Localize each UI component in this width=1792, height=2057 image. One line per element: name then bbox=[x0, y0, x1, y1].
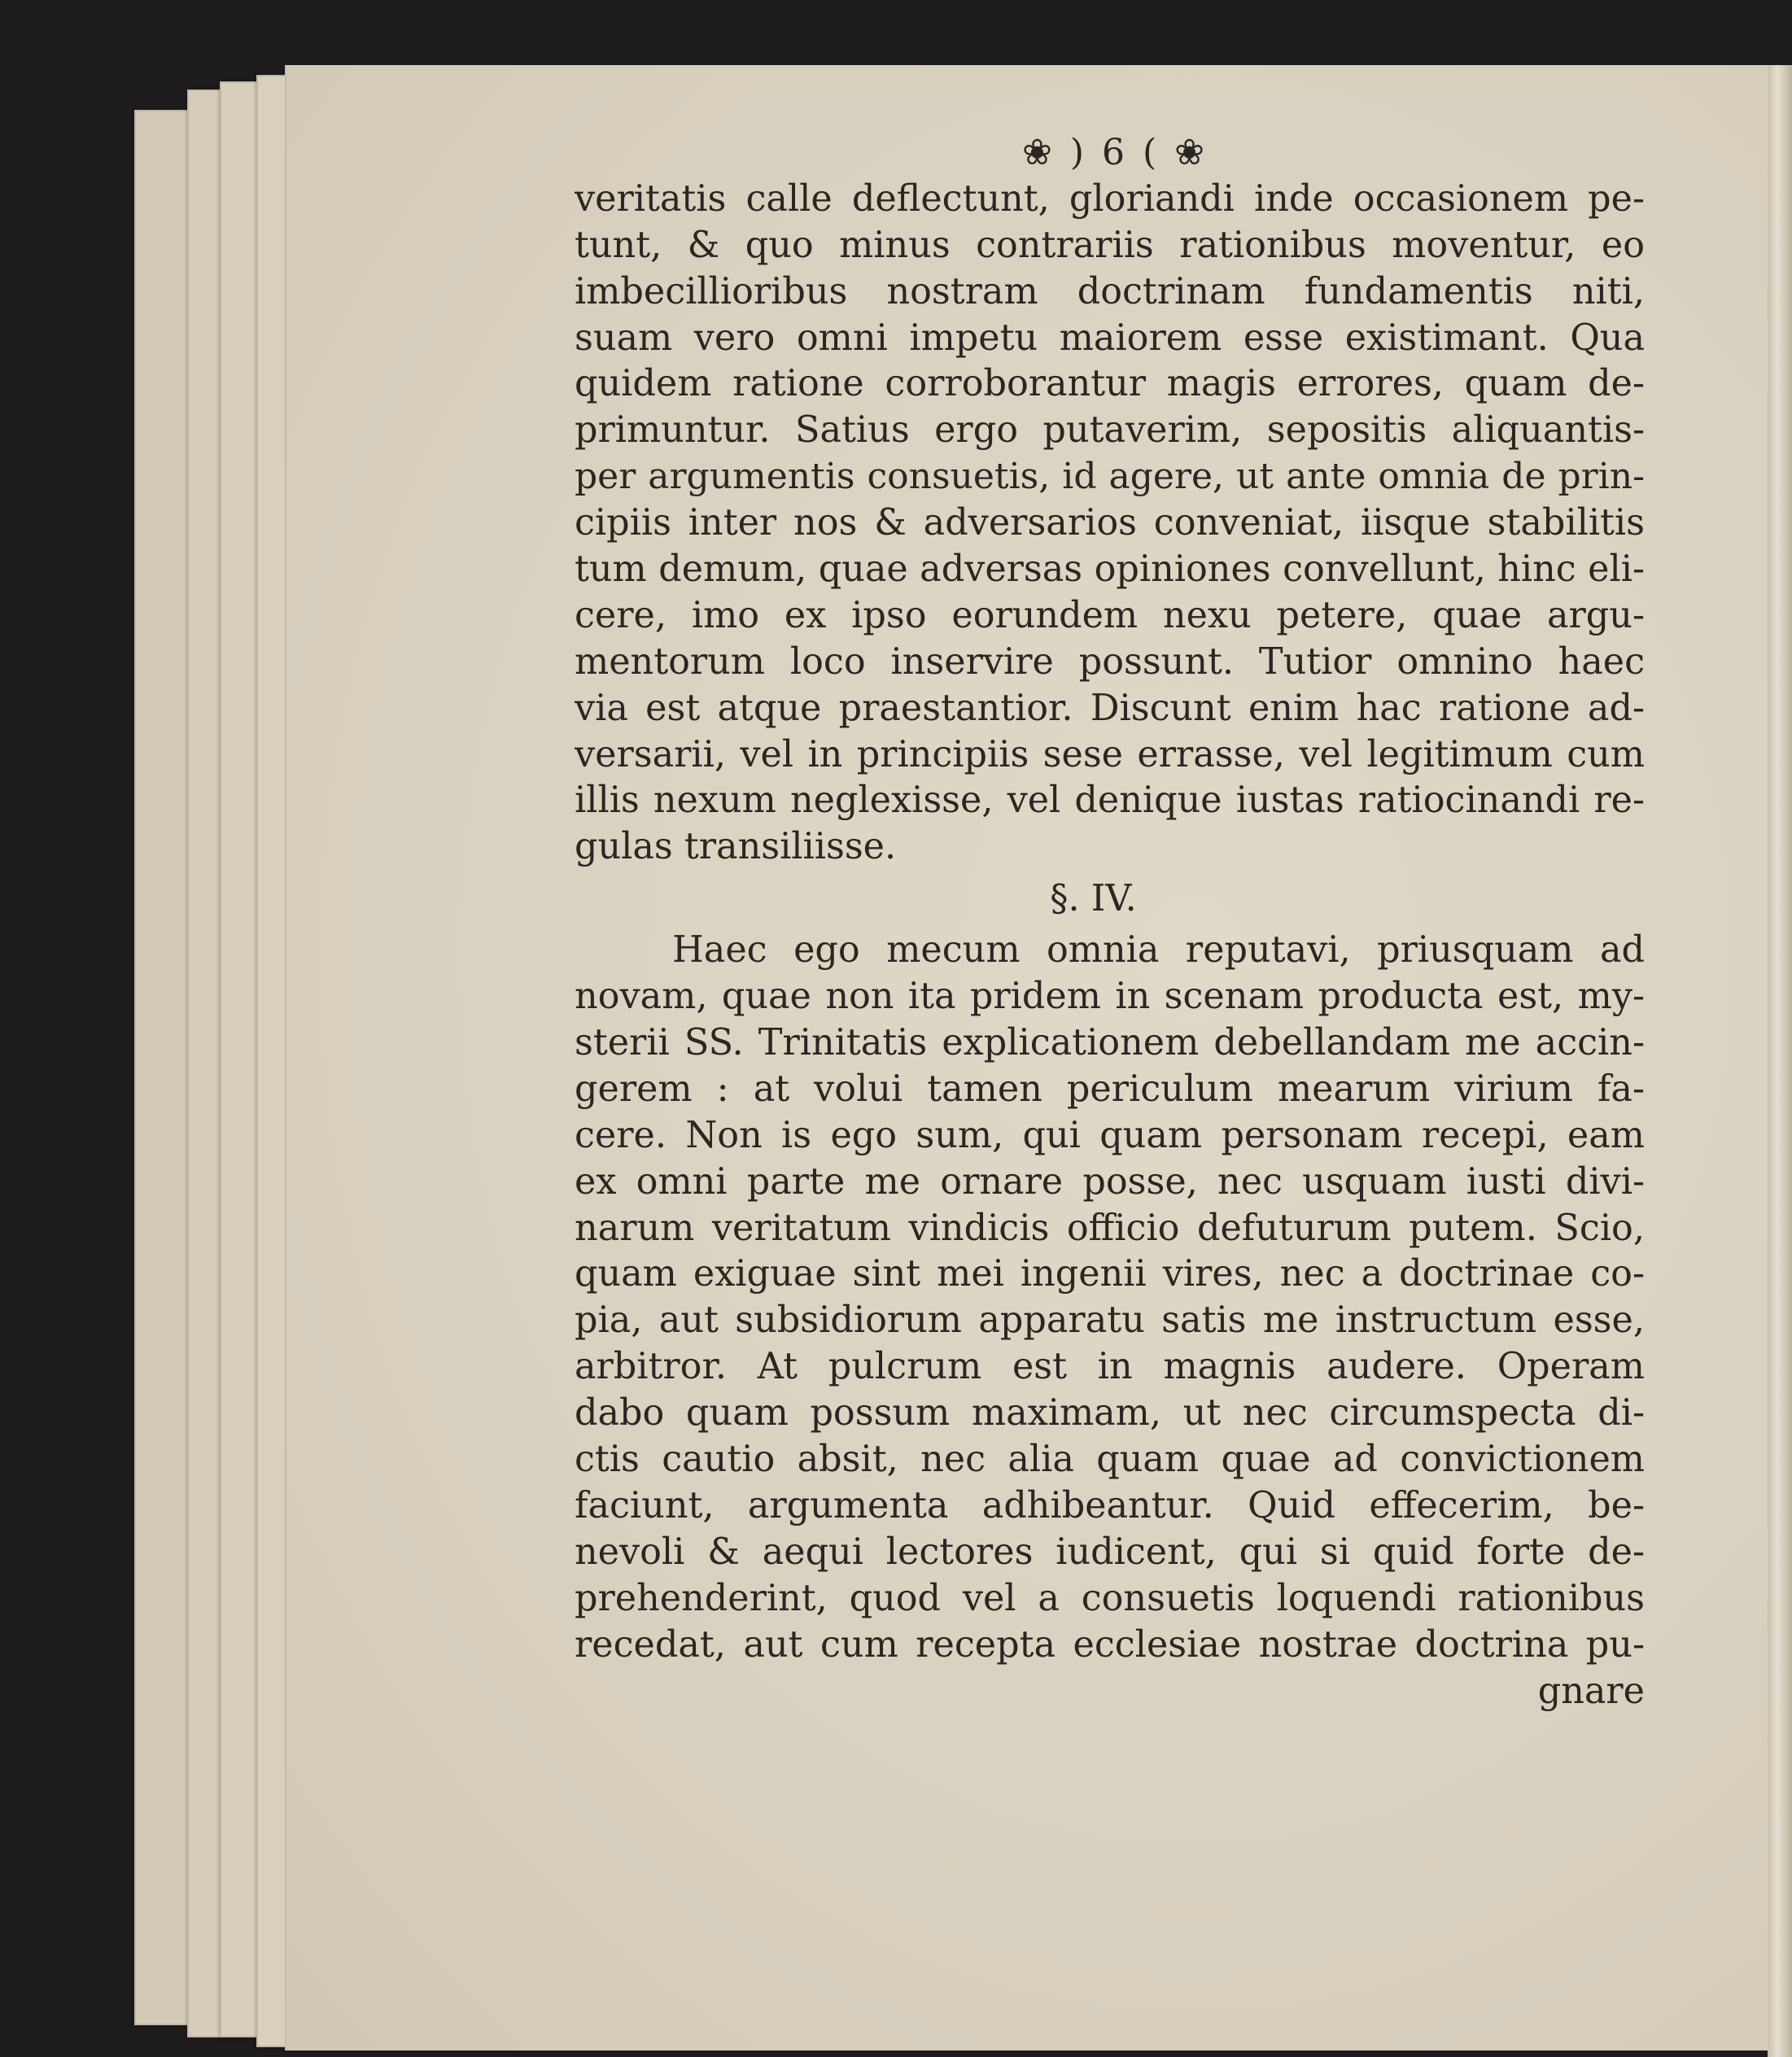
text-line: primuntur. Satius ergo putaverim, sepositis aliquantis- bbox=[575, 409, 1645, 452]
text-line: via est atque praestantior. Discunt enim hac ratione ad- bbox=[575, 687, 1645, 729]
paragraph-1 bbox=[575, 177, 1645, 871]
text-line: ctis cautio absit, nec alia quam quae ad convictionem bbox=[575, 1439, 1645, 1481]
text-line: gerem : at volui tamen periculum mearum virium fa- bbox=[575, 1068, 1645, 1110]
text-line: quidem ratione corroborantur magis errores, quam de- bbox=[575, 363, 1645, 405]
text-line: suam vero omni impetu maiorem esse existimant. Qua bbox=[575, 317, 1645, 359]
text-line: arbitror. At pulcrum est in magnis audere. Operam bbox=[575, 1346, 1645, 1388]
text-line: gulas transiliisse. bbox=[575, 826, 897, 868]
paragraph-2 bbox=[575, 928, 1645, 1668]
page-text bbox=[575, 130, 1645, 1714]
section-heading: §. IV. bbox=[1050, 878, 1137, 920]
text-line: cere. Non is ego sum, qui quam personam recepi, eam bbox=[575, 1114, 1645, 1156]
text-line: veritatis calle deflectunt, gloriandi inde occasionem pe- bbox=[575, 177, 1645, 220]
text-line: recedat, aut cum recepta ecclesiae nostrae doctrina pu- bbox=[575, 1623, 1645, 1666]
text-line: mentorum loco inservire possunt. Tutior omnino haec bbox=[575, 640, 1645, 683]
text-line: faciunt, argumenta adhibeantur. Quid effecerim, be- bbox=[575, 1484, 1645, 1526]
text-line: tunt, & quo minus contrariis rationibus moventur, eo bbox=[575, 224, 1645, 266]
text-line: per argumentis consuetis, id agere, ut ante omnia de prin- bbox=[575, 456, 1645, 498]
text-line: imbecillioribus nostram doctrinam fundamentis niti, bbox=[575, 270, 1645, 312]
text-line: illis nexum neglexisse, vel denique iustas ratiocinandi re- bbox=[575, 780, 1645, 822]
text-line: narum veritatum vindicis officio defuturum putem. Scio, bbox=[575, 1207, 1645, 1249]
book-spine bbox=[1768, 65, 1792, 2057]
text-line: novam, quae non ita pridem in scenam producta est, my- bbox=[575, 976, 1645, 1018]
page-header: ❀ ) 6 ( ❀ bbox=[1021, 132, 1208, 173]
text-line: pia, aut subsidiorum apparatu satis me instructum esse, bbox=[575, 1299, 1645, 1342]
text-line: prehenderint, quod vel a consuetis loquendi rationibus bbox=[575, 1577, 1645, 1619]
text-line: dabo quam possum maximam, ut nec circumspecta di- bbox=[575, 1392, 1645, 1435]
text-line: cere, imo ex ipso eorundem nexu petere, quae argu- bbox=[575, 594, 1645, 636]
text-line: tum demum, quae adversas opiniones convellunt, hinc eli- bbox=[575, 548, 1645, 591]
text-line: versarii, vel in principiis sese errasse, vel legitimum cum bbox=[575, 733, 1645, 775]
text-line: sterii SS. Trinitatis explicationem debellandam me accin- bbox=[575, 1022, 1645, 1064]
text-line: cipiis inter nos & adversarios conveniat, iisque stabilitis bbox=[575, 502, 1645, 544]
text-line: nevoli & aequi lectores iudicent, qui si quid forte de- bbox=[575, 1531, 1645, 1573]
text-line: quam exiguae sint mei ingenii vires, nec a doctrinae co- bbox=[575, 1253, 1645, 1295]
text-line: Haec ego mecum omnia reputavi, priusquam ad bbox=[672, 929, 1645, 972]
catchword: gnare bbox=[1537, 1670, 1645, 1712]
text-line: ex omni parte me ornare posse, nec usquam iusti divi- bbox=[575, 1160, 1645, 1203]
